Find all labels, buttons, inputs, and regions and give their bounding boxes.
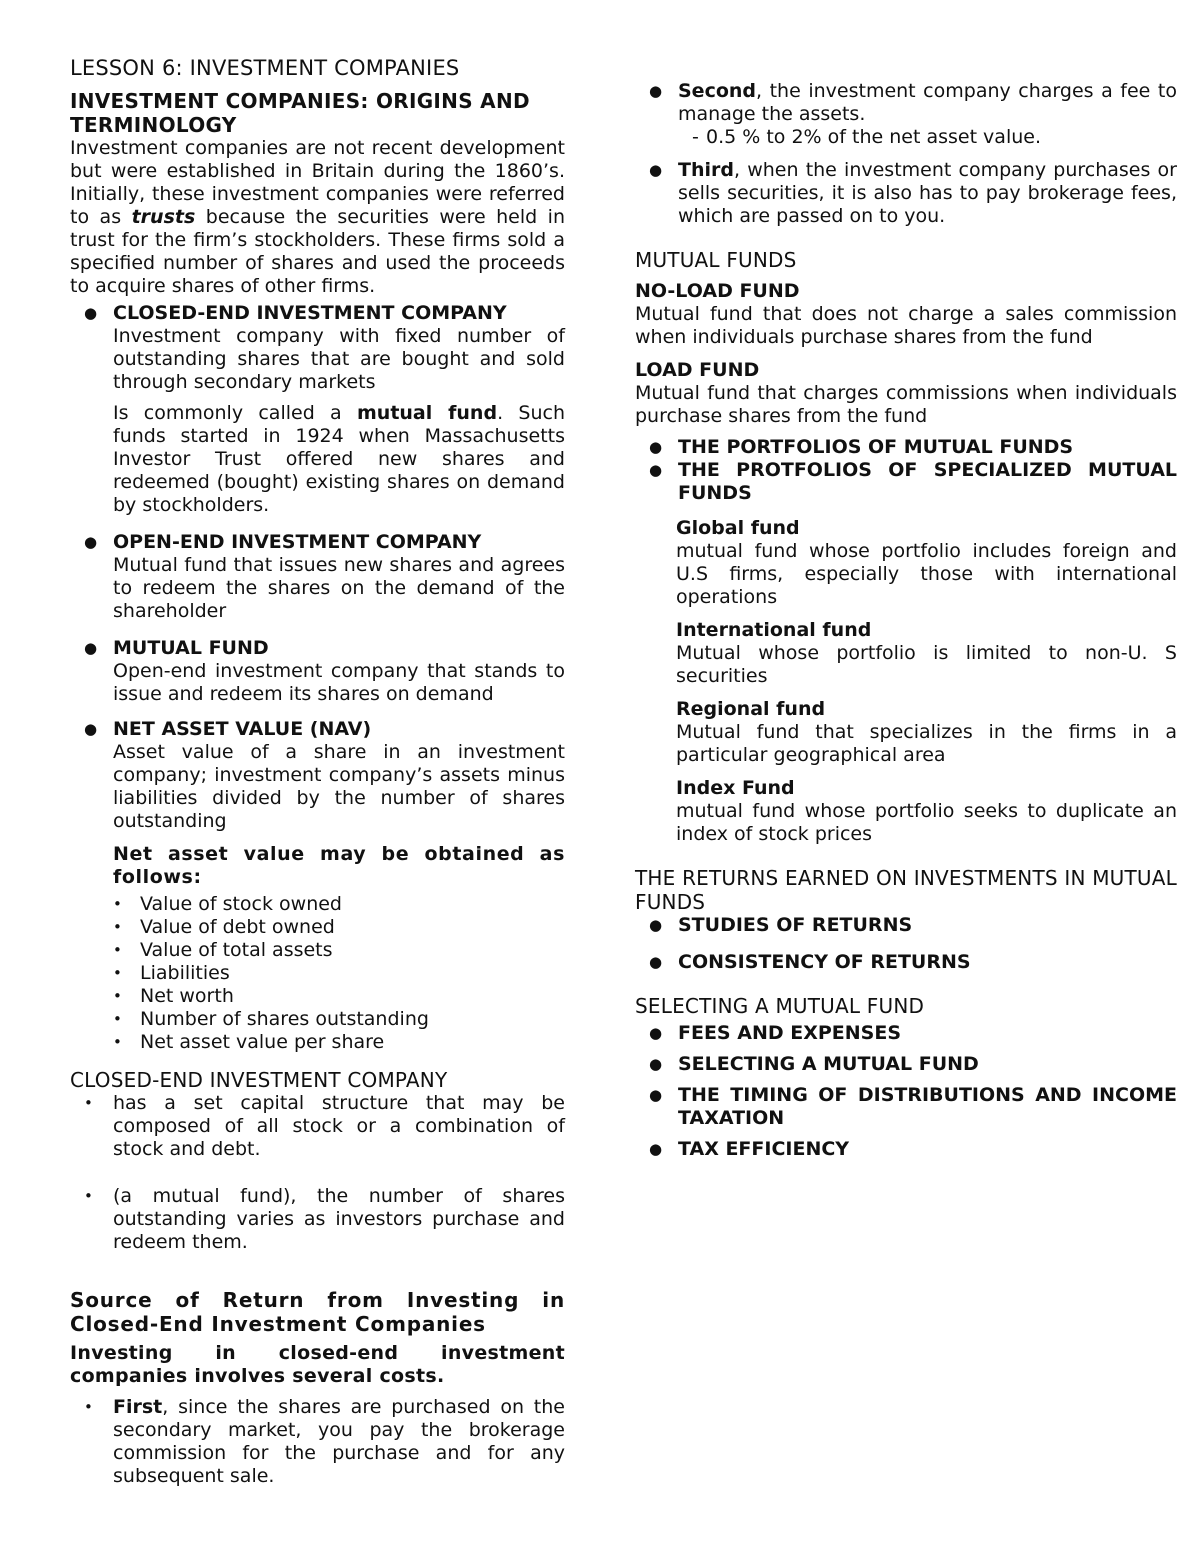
bullet-icon: ● [84,304,98,322]
right-column [635,80,1177,1161]
international-fund-definition: Mutual whose portfolio is limited to non-U. S securities [676,642,1177,687]
bullet-icon: ● [84,533,98,551]
bullet-icon: ● [649,461,663,479]
list-item-text: Net worth [140,985,234,1007]
first-cost-text [113,1396,565,1488]
noload-title: NO-LOAD FUND [635,280,800,302]
returns-text: CONSISTENCY OF RETURNS [678,951,971,973]
index-fund-title: Index Fund [676,777,795,799]
nav-definition: Asset value of a share in an investment company; investment company’s assets minus liabilities divided by the number of shares outstanding [113,741,565,832]
selecting-item [635,1084,1177,1130]
open-end-title: OPEN-END INVESTMENT COMPANY [113,531,482,553]
mutual-fund-title: MUTUAL FUND [113,637,269,659]
second-label: Second [678,80,757,102]
bullet-icon: • [113,941,122,959]
bullet-icon: ● [649,916,663,934]
second-sub-item [678,126,1177,149]
bullet-icon: ● [649,1024,663,1042]
portfolios-text: THE PORTFOLIOS OF MUTUAL FUNDS [678,436,1074,458]
origins-heading: INVESTMENT COMPANIES: ORIGINS AND TERMINOLOGY [70,89,530,137]
list-item [113,939,565,962]
bullet-icon: ● [649,1055,663,1073]
mutual-fund-term: mutual fund [357,402,498,424]
noload-definition: Mutual fund that does not charge a sales commission when individuals purchase shares from the fund [635,303,1177,348]
portfolios-text: THE PROTFOLIOS OF SPECIALIZED MUTUAL FUNDS [678,459,1177,504]
bullet-icon: ● [649,953,663,971]
selecting-item [635,1053,1177,1076]
bullet-icon: ● [84,639,98,657]
bullet-icon: ● [649,82,663,100]
first-cost-item [70,1396,565,1488]
portfolios-item [635,436,1177,459]
second-cost-text [678,80,1177,126]
list-item [113,893,565,916]
list-item-text: Number of shares outstanding [140,1008,429,1030]
origins-text-1: Investment companies are not recent development but were established in Britain during the 1860’s. Initially, these investment companies were referred to as [70,137,565,228]
second-text: , the investment company charges a fee to manage the assets. [678,80,1177,125]
lesson-title: LESSON 6: INVESTMENT COMPANIES [70,56,460,80]
origins-paragraph [70,137,565,298]
selecting-text: SELECTING A MUTUAL FUND [678,1053,979,1075]
bullet-icon: ● [649,438,663,456]
closed-end-item [70,302,565,517]
bullet-icon: • [113,964,122,982]
returns-text: STUDIES OF RETURNS [678,914,913,936]
closed-end-point [70,1092,565,1161]
third-cost-item [635,159,1177,228]
nav-title: NET ASSET VALUE (NAV) [113,718,372,740]
bullet-icon: • [113,895,122,913]
closed-end-title: CLOSED-END INVESTMENT COMPANY [113,302,507,324]
source-of-return-heading: Source of Return from Investing in Closed-End Investment Companies [70,1288,565,1336]
load-title: LOAD FUND [635,359,760,381]
returns-item [635,951,1177,974]
list-item-text: Value of debt owned [140,916,335,938]
trusts-term: trusts [131,206,196,228]
left-column [70,56,565,1488]
first-text: , since the shares are purchased on the secondary market, you pay the brokerage commission for the purchase and for any subsequent sale. [113,1396,565,1487]
bullet-icon: • [113,918,122,936]
list-item-text: Value of stock owned [140,893,342,915]
bullet-icon: ● [649,1086,663,1104]
list-item-text: Value of total assets [140,939,333,961]
global-fund-title: Global fund [676,517,800,539]
specialized-funds [635,517,1177,846]
selecting-heading: SELECTING A MUTUAL FUND [635,994,925,1018]
selecting-item [635,1138,1177,1161]
index-fund-definition: mutual fund whose portfolio seeks to duplicate an index of stock prices [676,800,1177,845]
closed-end-point [70,1185,565,1254]
bullet-icon: ● [84,720,98,738]
regional-fund-title: Regional fund [676,698,826,720]
international-fund-title: International fund [676,619,872,641]
list-item [113,962,565,985]
list-item [113,916,565,939]
list-item-text: Net asset value per share [140,1031,385,1053]
third-label: Third [678,159,734,181]
bullet-icon: • [113,987,122,1005]
nav-item [70,718,565,1054]
mutual-funds-heading: MUTUAL FUNDS [635,248,797,272]
mutual-fund-definition: Open-end investment company that stands to issue and redeem its shares on demand [113,660,565,705]
bullet-icon: ● [649,161,663,179]
closed-end-heading-2: CLOSED-END INVESTMENT COMPANY [70,1068,448,1092]
costs-intro: Investing in closed-end investment companies involves several costs. [70,1342,565,1387]
mutual-fund-item [70,637,565,706]
global-fund-definition: mutual fund whose portfolio includes foreign and U.S firms, especially those with international operations [676,540,1177,608]
open-end-item [70,531,565,623]
bullet-icon: ● [649,1140,663,1158]
closed-end-definition: Investment company with fixed number of outstanding shares that are bought and sold through secondary markets [113,325,565,393]
origins-text-2: because the securities were held in trust for the firm’s stockholders. These firms sold a specified number of shares and used the proceeds to acquire shares of other firms. [70,206,565,297]
nav-obtained-label: Net asset value may be obtained as follows: [113,843,565,888]
nav-components-list [113,893,565,1054]
regional-fund-definition: Mutual fund that specializes in the firms in a particular geographical area [676,721,1177,766]
list-item [113,1031,565,1054]
selecting-text: FEES AND EXPENSES [678,1022,902,1044]
second-sub-text: 0.5 % to 2% of the net asset value. [706,126,1041,148]
open-end-definition: Mutual fund that issues new shares and agrees to redeem the shares on the demand of the shareholder [113,554,565,622]
third-cost-text [678,159,1177,228]
list-item-text: Liabilities [140,962,230,984]
returns-item [635,914,1177,937]
bullet-icon: • [113,1033,122,1051]
third-text: , when the investment company purchases or sells securities, it is also has to pay brokerage fees, which are passed on to you. [678,159,1177,227]
list-item [113,985,565,1008]
dash-icon: - [692,126,699,148]
list-item [113,1008,565,1031]
bullet-icon: • [113,1010,122,1028]
first-label: First [113,1396,163,1418]
bullet-icon: • [84,1398,93,1416]
closed-end-note [113,402,565,517]
closed-note-text-b: . Such funds started in 1924 when Massachusetts Investor Trust offered new shares and redeemed (bought) existing shares on demand by stockholders. [113,402,565,516]
returns-heading: THE RETURNS EARNED ON INVESTMENTS IN MUTUAL FUNDS [635,866,1177,914]
second-cost-item [635,80,1177,149]
selecting-text: TAX EFFICIENCY [678,1138,850,1160]
bullet-icon: • [84,1187,93,1205]
portfolios-item [635,459,1177,505]
closed-end-point-text: (a mutual fund), the number of shares outstanding varies as investors purchase and redeem them. [113,1185,565,1253]
bullet-icon: • [84,1094,93,1112]
closed-note-text-a: Is commonly called a [113,402,342,424]
closed-end-point-text: has a set capital structure that may be composed of all stock or a combination of stock and debt. [113,1092,565,1160]
selecting-text: THE TIMING OF DISTRIBUTIONS AND INCOME TAXATION [678,1084,1177,1129]
load-definition: Mutual fund that charges commissions when individuals purchase shares from the fund [635,382,1177,427]
selecting-item [635,1022,1177,1045]
